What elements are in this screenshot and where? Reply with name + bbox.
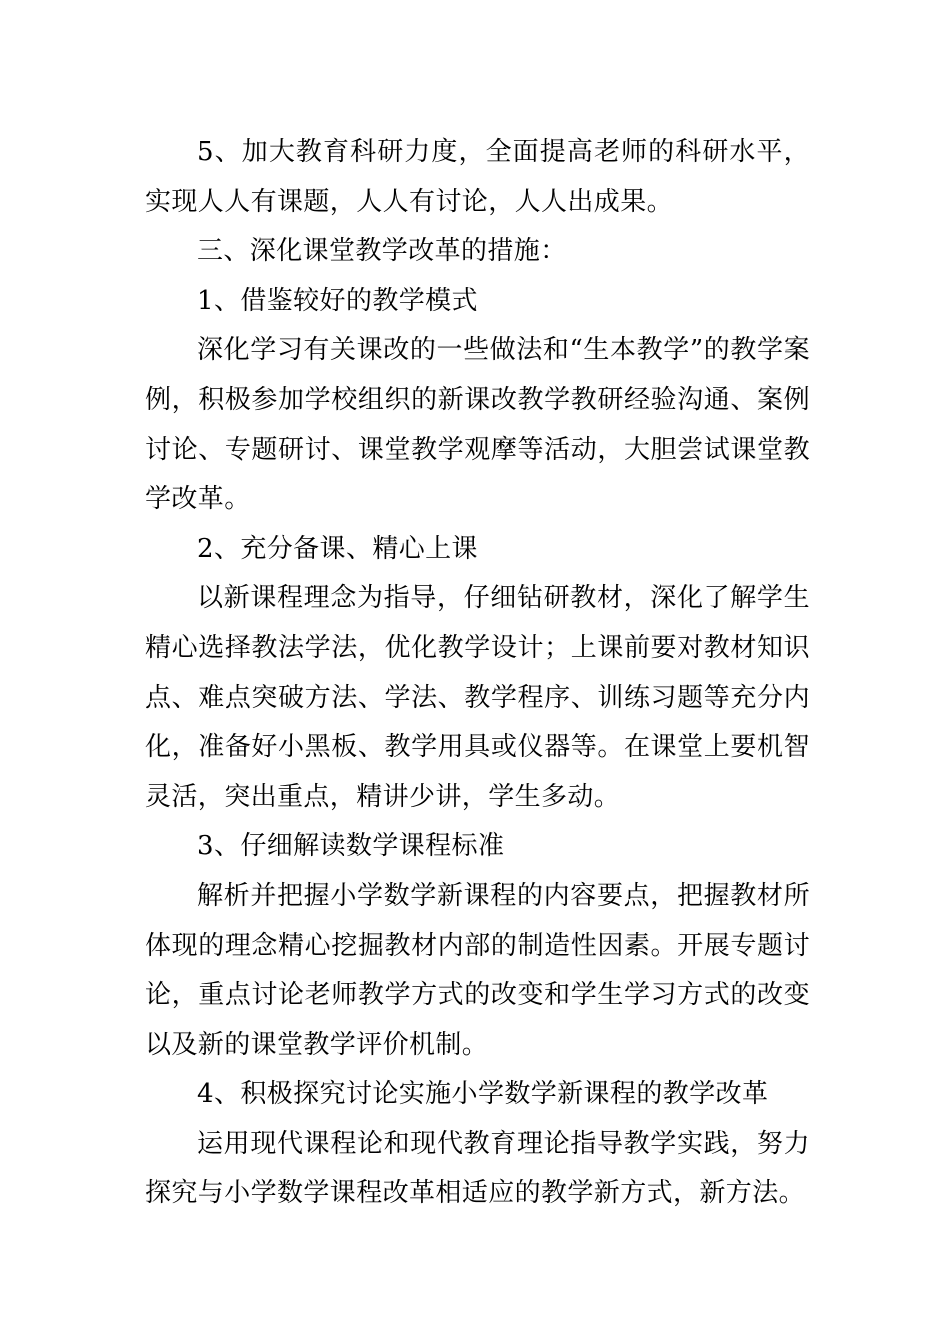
subheading-3: 3、仔细解读数学课程标准: [197, 831, 505, 862]
subheading-4: 4、积极探究讨论实施小学数学新课程的教学改革: [197, 1079, 769, 1110]
section-heading-three: 三、深化课堂教学改革的措施：: [197, 236, 567, 267]
document-body: [145, 128, 810, 1219]
paragraph-item-5: 5、加大教育科研力度，全面提高老师的科研水平，实现人人有课题，人人有讨论，人人出成果。: [145, 137, 810, 217]
subheading-2: 2、充分备课、精心上课: [197, 533, 478, 564]
paragraph-text: 以新课程理念为指导，仔细钻研教材，深化了解学生精心选择教法学法，优化教学设计；上课前要对教材知识点、难点突破方法、学法、教学程序、训练习题等充分内化，准备好小黑板、教学用具或仪器等。在课堂上要机智灵活，突出重点，精讲少讲，学生多动。: [145, 583, 810, 812]
subheading-1: 1、借鉴较好的教学模式: [197, 285, 478, 316]
paragraph-text: 运用现代课程论和现代教育理论指导教学实践，努力探究与小学数学课程改革相适应的教学新方式，新方法。: [145, 1128, 810, 1209]
paragraph-text: 深化学习有关课改的一些做法和“生本教学”的教学案例，积极参加学校组织的新课改教学教研经验沟通、案例讨论、专题研讨、课堂教学观摩等活动，大胆尝试课堂教学改革。: [145, 335, 810, 515]
paragraph-text: 解析并把握小学数学新课程的内容要点，把握教材所体现的理念精心挖掘教材内部的制造性因素。开展专题讨论，重点讨论老师教学方式的改变和学生学习方式的改变以及新的课堂教学评价机制。: [145, 880, 810, 1060]
